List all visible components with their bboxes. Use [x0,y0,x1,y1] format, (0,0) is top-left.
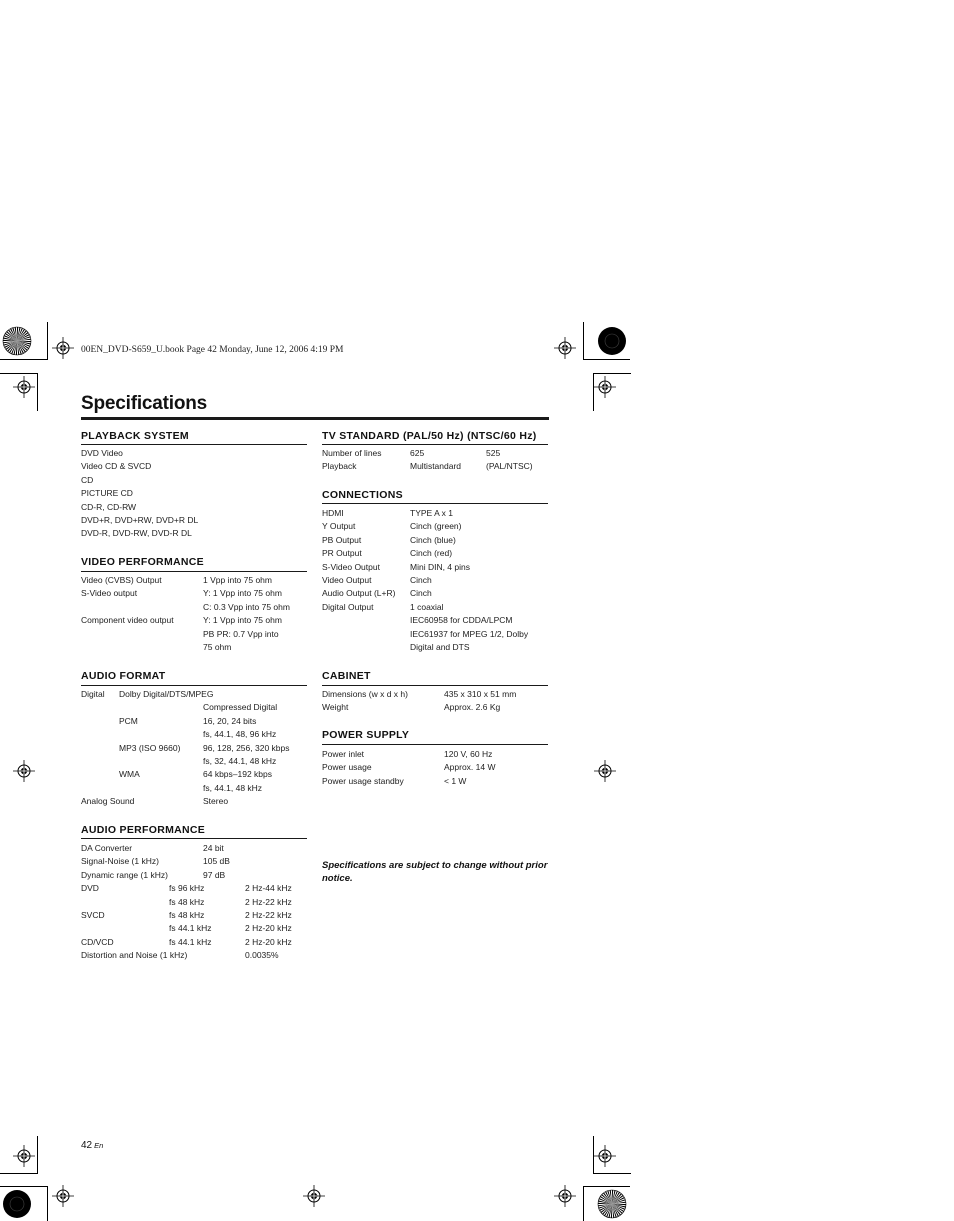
spec-value: Stereo [203,796,229,807]
crop-mark-line [0,1173,38,1174]
registration-mark-icon [13,1145,35,1167]
spec-label: Number of lines [322,448,382,458]
spec-value: 75 ohm [203,641,232,652]
page-title: Specifications [81,393,208,414]
table-row [81,936,307,949]
crop-mark-line [583,1186,584,1221]
table-row [322,614,548,627]
list-item: DVD Video [81,448,123,458]
table-row [81,742,307,755]
registration-mark-icon [554,1185,576,1207]
table-row [322,775,548,788]
registration-mark-icon [13,760,35,782]
spec-value: Cinch [410,588,432,599]
spec-value: 2 Hz-20 kHz [245,923,292,934]
section-rule [81,685,307,686]
spec-label: PR Output [322,548,362,559]
audio-format-table [81,688,307,809]
spec-label: S-Video output [81,588,138,599]
table-row [322,574,548,587]
page-number-value: 42 [81,1140,93,1151]
table-row [322,701,548,714]
spec-value: Approx. 2.6 Kg [444,702,501,713]
spec-label: S-Video Output [322,561,380,572]
crop-mark-line [583,359,630,360]
list-item: CD [81,474,94,485]
spec-label: Weight [322,702,349,713]
table-row [322,520,548,533]
spec-value: fs, 32, 44.1, 48 kHz [203,755,277,766]
table-row [81,795,307,808]
table-row [81,628,307,641]
table-row [81,922,307,935]
table-row [81,755,307,768]
spec-sublabel: Dolby Digital/DTS/MPEG [119,689,214,699]
spec-label: SVCD [81,909,105,920]
section-rule [322,444,548,445]
tv-standard-heading: TV STANDARD (PAL/50 Hz) (NTSC/60 Hz) [322,430,537,442]
section-rule [81,571,307,572]
spec-label: Video (CVBS) Output [81,575,162,585]
audio-performance-heading: AUDIO PERFORMANCE [81,824,206,836]
table-row [322,460,548,473]
list-item: Video CD & SVCD [81,461,152,472]
registration-mark-icon [303,1185,325,1207]
spec-sublabel: MP3 (ISO 9660) [119,742,181,753]
video-performance-table [81,574,307,654]
crop-mark-line [0,373,38,374]
spec-value: IEC60958 for CDDA/LPCM [410,615,513,626]
connections-heading: CONNECTIONS [322,489,403,501]
spec-value-ntsc: 525 [486,448,501,458]
spec-value: TYPE A x 1 [410,508,453,518]
spec-sublabel: fs 44.1 kHz [169,923,212,934]
table-row [81,587,307,600]
crop-mark-line [37,1136,38,1174]
list-item: DVD+R, DVD+RW, DVD+R DL [81,515,199,526]
table-row [322,748,548,761]
spec-sublabel: fs 44.1 kHz [169,936,212,947]
spec-value: 96, 128, 256, 320 kbps [203,742,290,753]
table-row [322,507,548,520]
spec-sublabel: fs 48 kHz [169,896,205,907]
spec-value: 2 Hz-22 kHz [245,909,292,920]
spec-label: Dynamic range (1 kHz) [81,869,168,880]
title-rule [81,417,549,420]
spec-value: fs, 44.1, 48 kHz [203,782,263,793]
spec-value: 1 coaxial [410,601,444,612]
table-row [322,601,548,614]
spec-value: 16, 20, 24 bits [203,715,257,726]
table-row [322,641,548,654]
spec-value: C: 0.3 Vpp into 75 ohm [203,601,290,612]
spec-value: fs, 44.1, 48, 96 kHz [203,729,277,740]
crop-mark-line [37,373,38,411]
star-target-icon [0,1187,34,1221]
spec-sublabel: fs 48 kHz [169,909,205,920]
spec-value: 97 dB [203,869,226,880]
spec-label: Dimensions (w x d x h) [322,689,408,699]
tv-standard-table [322,447,548,474]
spec-value: 435 x 310 x 51 mm [444,689,517,699]
crop-mark-line [593,373,631,374]
spec-label: Signal-Noise (1 kHz) [81,856,159,867]
power-supply-table [322,748,548,788]
table-row [81,896,307,909]
registration-mark-icon [52,337,74,359]
table-row [322,628,548,641]
page-number [81,1140,103,1151]
crop-mark-line [583,322,584,360]
spec-value: 120 V, 60 Hz [444,749,493,759]
table-row [322,561,548,574]
spec-label: Power inlet [322,749,365,759]
spec-label: Digital [81,689,105,699]
change-notice: Specifications are subject to change without prior notice. [322,860,548,884]
spec-value: 1 Vpp into 75 ohm [203,575,272,585]
spec-value: Cinch [410,574,432,585]
spec-value: Y: 1 Vpp into 75 ohm [203,588,282,599]
spec-label: Playback [322,461,357,472]
spec-value: Digital and DTS [410,641,470,652]
spec-label: Audio Output (L+R) [322,588,396,599]
spec-value: Compressed Digital [203,702,278,713]
table-row [81,701,307,714]
spec-value: 2 Hz-44 kHz [245,883,292,894]
table-row [81,728,307,741]
spec-label: Distortion and Noise (1 kHz) [81,950,188,961]
table-row [81,768,307,781]
crop-mark-line [0,359,48,360]
spec-value-pal: 625 [410,448,425,458]
list-item: CD-R, CD-RW [81,501,137,512]
spec-value-pal: Multistandard [410,461,462,472]
registration-mark-icon [594,1145,616,1167]
star-target-icon [595,324,629,358]
table-row [81,574,307,587]
spec-label: Power usage standby [322,775,404,786]
table-row [81,949,307,962]
spec-value: Y: 1 Vpp into 75 ohm [203,615,282,626]
list-item: PICTURE CD [81,488,133,499]
page-language: En [94,1141,104,1150]
spec-value: 105 dB [203,856,230,867]
spec-label: Y Output [322,521,356,532]
spec-label: Analog Sound [81,796,135,807]
table-row [81,869,307,882]
table-row [322,547,548,560]
playback-system-heading: PLAYBACK SYSTEM [81,430,189,442]
crop-mark-line [47,1186,48,1221]
section-rule [322,744,548,745]
star-target-icon [595,1187,629,1221]
list-item: DVD-R, DVD-RW, DVD-R DL [81,528,192,539]
spec-value: Cinch (blue) [410,534,456,545]
spec-value: Cinch (green) [410,521,462,532]
table-row [81,715,307,728]
registration-mark-icon [13,376,35,398]
spec-value: Approx. 14 W [444,762,496,773]
spec-value: 64 kbps–192 kbps [203,769,272,780]
spec-value: Mini DIN, 4 pins [410,561,470,572]
section-rule [81,838,307,839]
star-target-icon [0,324,34,358]
spec-label: Video Output [322,574,372,585]
spec-sublabel: PCM [119,715,138,726]
section-rule [322,685,548,686]
crop-mark-line [593,1173,631,1174]
spec-value-ntsc: (PAL/NTSC) [486,461,533,472]
spec-sublabel: WMA [119,769,140,780]
spec-label: Power usage [322,762,372,773]
table-row [81,782,307,795]
table-row [81,882,307,895]
spec-label: Digital Output [322,601,374,612]
spec-value: 2 Hz-20 kHz [245,936,292,947]
spec-sublabel: fs 96 kHz [169,883,205,894]
spec-value: 0.0035% [245,950,279,961]
spec-label: PB Output [322,534,362,545]
spec-label: DA Converter [81,843,133,853]
spec-label: HDMI [322,508,344,518]
cabinet-table [322,688,548,715]
section-rule [81,444,307,445]
table-row [81,842,307,855]
registration-mark-icon [594,760,616,782]
registration-mark-icon [594,376,616,398]
video-performance-heading: VIDEO PERFORMANCE [81,556,204,568]
spec-value: < 1 W [444,775,467,786]
spec-label: Component video output [81,615,174,626]
spec-label: DVD [81,883,99,894]
table-row [81,614,307,627]
spec-value: 2 Hz-22 kHz [245,896,292,907]
table-row [81,601,307,614]
connections-table [322,507,548,654]
table-row [322,587,548,600]
power-supply-heading: POWER SUPPLY [322,729,410,741]
table-row [322,761,548,774]
spec-value: 24 bit [203,843,224,853]
audio-format-heading: AUDIO FORMAT [81,670,166,682]
spec-value: PB PR: 0.7 Vpp into [203,628,279,639]
section-rule [322,503,548,504]
table-row [322,688,548,701]
table-row [81,855,307,868]
playback-system-list [81,447,198,541]
cabinet-heading: CABINET [322,670,371,682]
spec-value: Cinch (red) [410,548,453,559]
crop-mark-line [47,322,48,360]
table-row [81,641,307,654]
spec-value: IEC61937 for MPEG 1/2, Dolby [410,628,529,639]
spec-label: CD/VCD [81,936,114,947]
table-row [322,534,548,547]
table-row [322,447,548,460]
table-row [81,688,307,701]
registration-mark-icon [52,1185,74,1207]
book-header-line: 00EN_DVD-S659_U.book Page 42 Monday, June 12, 2006 4:19 PM [81,345,344,355]
table-row [81,909,307,922]
audio-performance-table [81,842,307,963]
registration-mark-icon [554,337,576,359]
